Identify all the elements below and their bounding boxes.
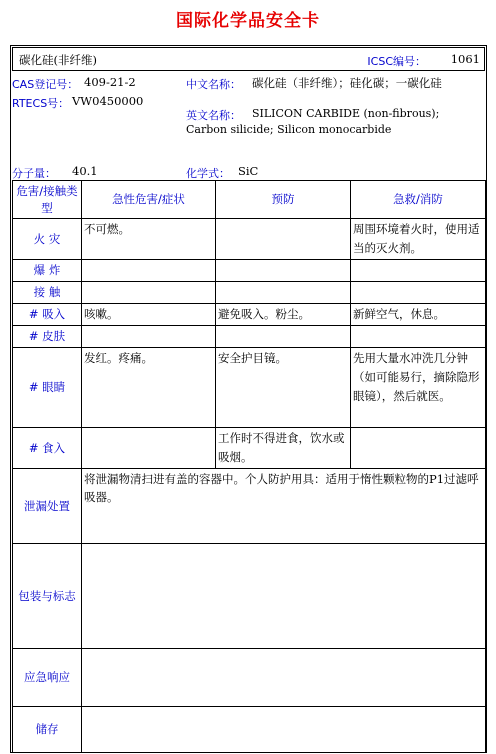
packaging-text — [82, 544, 486, 649]
row-label-storage: 储存 — [13, 707, 82, 753]
emergency-text — [82, 649, 486, 707]
row-label-packaging: 包装与标志 — [13, 544, 82, 649]
table-row — [13, 326, 486, 348]
exposure-symptom — [82, 282, 216, 304]
row-label-skin: # 皮肤 — [13, 326, 82, 348]
fire-symptom: 不可燃。 — [82, 219, 216, 260]
column-header-symptoms: 急性危害/症状 — [82, 181, 216, 219]
eyes-symptom: 发红。疼痛。 — [82, 348, 216, 428]
eyes-prevention: 安全护目镜。 — [216, 348, 351, 428]
storage-text — [82, 707, 486, 753]
fire-aid: 周围环境着火时，使用适当的灭火剂。 — [351, 219, 486, 260]
fire-prevention — [216, 219, 351, 260]
icsc-label: ICSC编号： — [367, 55, 426, 68]
cn-name-label: 中文名称： — [186, 78, 241, 91]
row-label-emergency: 应急响应 — [13, 649, 82, 707]
mw-value: 40.1 — [72, 164, 98, 178]
cas-label: CAS登记号： — [12, 78, 79, 91]
page-title: 国际化学品安全卡 — [176, 11, 320, 31]
eyes-aid: 先用大量水冲洗几分钟（如可能易行，摘除隐形眼镜），然后就医。 — [351, 348, 486, 428]
rtecs-label: RTECS号： — [12, 97, 70, 110]
exposure-aid — [351, 282, 486, 304]
inhalation-prevention: 避免吸入。粉尘。 — [216, 304, 351, 326]
explosion-prevention — [216, 260, 351, 282]
cn-name-value: 碳化硅（非纤维）；硅化碳；一碳化硅 — [252, 76, 442, 90]
hazard-table — [12, 180, 486, 753]
explosion-aid — [351, 260, 486, 282]
formula-label: 化学式： — [186, 167, 230, 180]
column-header-prevention: 预防 — [216, 181, 351, 219]
icsc-number: 1061 — [450, 52, 480, 66]
chemical-name: 碳化硅(非纤维) — [19, 53, 97, 67]
table-row — [13, 260, 486, 282]
table-row — [13, 219, 486, 260]
en-name-label: 英文名称： — [186, 109, 241, 122]
row-label-exposure: 接 触 — [13, 282, 82, 304]
row-label-fire: 火 灾 — [13, 219, 82, 260]
rtecs-value: VW0450000 — [72, 94, 144, 108]
row-label-spillage: 泄漏处置 — [13, 469, 82, 544]
table-row — [13, 544, 486, 649]
skin-symptom — [82, 326, 216, 348]
row-label-eyes: # 眼睛 — [13, 348, 82, 428]
en-name-value: SILICON CARBIDE (non-fibrous); Carbon silicide; Silicon monocarbide — [186, 107, 440, 136]
table-row — [13, 304, 486, 326]
spillage-text: 将泄漏物清扫进有盖的容器中。个人防护用具：适用于惰性颗粒物的P1过滤呼吸器。 — [82, 469, 486, 544]
inhalation-aid: 新鲜空气，休息。 — [351, 304, 486, 326]
cas-value: 409-21-2 — [84, 75, 136, 89]
ingestion-aid — [351, 428, 486, 469]
exposure-prevention — [216, 282, 351, 304]
ingestion-prevention: 工作时不得进食，饮水或吸烟。 — [216, 428, 351, 469]
table-row — [13, 649, 486, 707]
card-header — [12, 47, 485, 71]
ingestion-symptom — [82, 428, 216, 469]
table-row — [13, 348, 486, 428]
row-label-inhalation: # 吸入 — [13, 304, 82, 326]
mw-label: 分子量： — [12, 167, 56, 180]
row-label-ingestion: # 食入 — [13, 428, 82, 469]
table-row — [13, 428, 486, 469]
skin-prevention — [216, 326, 351, 348]
inhalation-symptom: 咳嗽。 — [82, 304, 216, 326]
table-row — [13, 282, 486, 304]
table-row — [13, 469, 486, 544]
explosion-symptom — [82, 260, 216, 282]
column-header-hazard-type: 危害/接触类型 — [13, 181, 82, 219]
formula-value: SiC — [238, 164, 259, 178]
column-header-first-aid: 急救/消防 — [351, 181, 486, 219]
table-row — [13, 707, 486, 753]
table-header-row — [13, 181, 486, 219]
row-label-explosion: 爆 炸 — [13, 260, 82, 282]
skin-aid — [351, 326, 486, 348]
